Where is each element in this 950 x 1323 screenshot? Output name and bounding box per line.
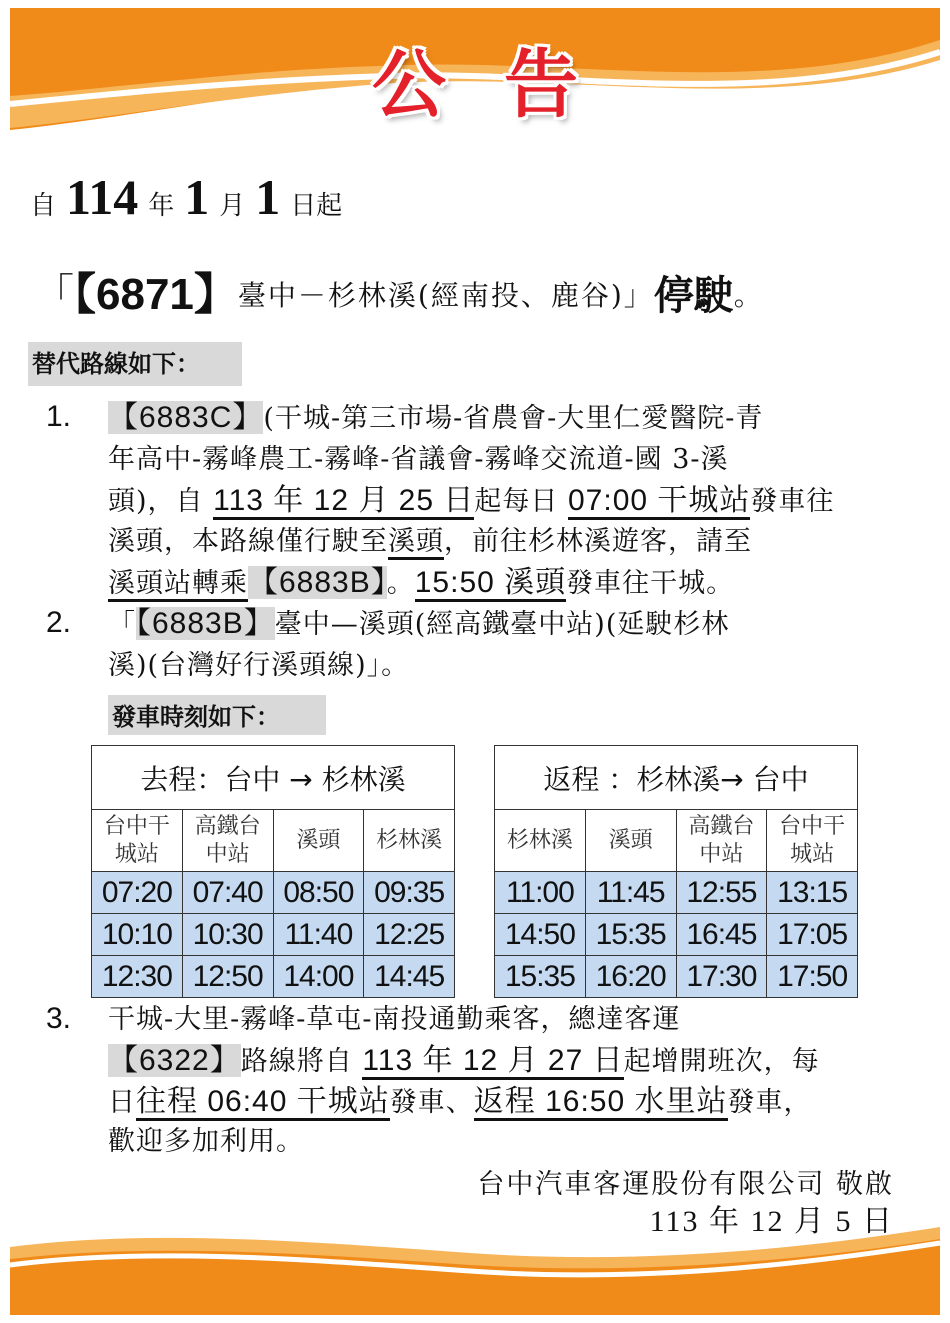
column-header: 溪頭 — [273, 810, 364, 872]
item1-line1 — [108, 398, 763, 438]
time-cell: 16:20 — [585, 956, 676, 998]
item2-line2: 溪)(台灣好行溪頭線)」。 — [108, 650, 410, 681]
item3-text: 日 — [108, 1087, 136, 1118]
item3-text: 路線將自 — [240, 1046, 353, 1077]
time-cell: 13:15 — [767, 872, 858, 914]
effective-year-unit: 年 — [148, 191, 175, 221]
route-code: 【6883C】 — [108, 401, 264, 434]
item3-line2 — [108, 1041, 820, 1081]
suspension-action: 停駛 — [653, 273, 734, 319]
time-cell: 12:25 — [364, 914, 455, 956]
time-cell: 11:45 — [585, 872, 676, 914]
time-cell: 17:30 — [676, 956, 767, 998]
item1-text: ，前往杉林溪遊客，請至 — [444, 526, 752, 557]
time-cell: 09:35 — [364, 872, 455, 914]
item3-text: 起增開班次，每 — [623, 1046, 820, 1077]
column-header: 杉林溪 — [364, 810, 455, 872]
time-cell: 07:20 — [92, 872, 183, 914]
suspended-route: 【6871】 — [74, 270, 238, 319]
item1-line4 — [108, 522, 752, 562]
effective-month: 1 — [184, 169, 210, 225]
bottom-banner — [0, 1225, 950, 1323]
item3-text: 發車， — [727, 1087, 812, 1118]
time-cell: 15:35 — [585, 914, 676, 956]
open-quote: 「 — [34, 271, 74, 317]
time-cell: 11:40 — [273, 914, 364, 956]
item1-text: (干城-第三市場-省農會-大里仁愛醫院-青 — [263, 403, 764, 434]
item1-text: 起每日 — [474, 486, 559, 517]
time-cell: 10:10 — [92, 914, 183, 956]
suspension-line — [34, 258, 762, 322]
outbound-timetable — [91, 745, 455, 998]
time-cell: 12:50 — [182, 956, 273, 998]
item3-text: 發車、 — [389, 1087, 474, 1118]
item1-text: 發車往干城。 — [566, 568, 735, 599]
start-date: 113 年 12 月 27 日 — [362, 1044, 623, 1080]
table-row — [495, 956, 858, 998]
return-departure: 返程 16:50 水里站 — [474, 1085, 728, 1121]
time-cell: 17:50 — [767, 956, 858, 998]
signature-date: 113 年 12 月 5 日 — [649, 1205, 894, 1238]
alternatives-heading: 替代路線如下： — [28, 342, 242, 386]
column-header: 高鐵台 中站 — [676, 810, 767, 872]
effective-prefix: 自 — [30, 191, 57, 221]
time-cell: 07:40 — [182, 872, 273, 914]
start-date: 113 年 12 月 25 日 — [213, 484, 474, 520]
transfer-station: 溪頭站轉乘 — [108, 568, 248, 602]
time-cell: 16:45 — [676, 914, 767, 956]
destination: 溪頭 — [388, 526, 444, 560]
outbound-title: 去程：台中 → 杉林溪 — [92, 746, 455, 810]
time-cell: 14:50 — [495, 914, 586, 956]
item1-text: 頭)，自 — [108, 486, 204, 517]
effective-year: 114 — [66, 169, 139, 225]
item3-line3 — [108, 1082, 812, 1122]
item1-line2: 年高中-霧峰農工-霧峰-省議會-霧峰交流道-國 3-溪 — [108, 444, 729, 475]
table-row — [92, 914, 455, 956]
time-cell: 14:45 — [364, 956, 455, 998]
item2-line1 — [108, 604, 729, 644]
notice-title: 公告 — [372, 42, 636, 128]
time-cell: 14:00 — [273, 956, 364, 998]
signature-company: 台中汽車客運股份有限公司 敬啟 — [477, 1169, 894, 1200]
return-timetable — [494, 745, 858, 998]
time-cell: 11:00 — [495, 872, 586, 914]
effective-day: 1 — [255, 169, 281, 225]
column-header: 高鐵台 中站 — [182, 810, 273, 872]
route-code: 【6883B】 — [136, 607, 275, 640]
item3-line4: 歡迎多加利用。 — [108, 1126, 304, 1157]
route-code: 【6883B】 — [248, 566, 387, 599]
return-time: 15:50 溪頭 — [415, 566, 566, 602]
effective-suffix: 日起 — [290, 191, 343, 221]
item1-line5 — [108, 563, 734, 603]
item3-line1: 干城-大里-霧峰-草屯-南投通勤乘客，總達客運 — [108, 1004, 681, 1035]
item2-text: 臺中—溪頭(經高鐵臺中站)(延駛杉林 — [274, 609, 730, 640]
column-header: 杉林溪 — [495, 810, 586, 872]
item-number: 2. — [46, 606, 72, 639]
time-cell: 12:30 — [92, 956, 183, 998]
item1-text: 發車往 — [750, 486, 835, 517]
item2-text: 「 — [108, 609, 136, 640]
suspended-route-name: 臺中－杉林溪(經南投、鹿谷)」 — [237, 279, 654, 312]
time-cell: 10:30 — [182, 914, 273, 956]
departure-time: 07:00 干城站 — [568, 484, 750, 520]
item1-line3 — [108, 481, 834, 521]
time-cell: 08:50 — [273, 872, 364, 914]
route-code: 【6322】 — [108, 1044, 241, 1077]
effective-date — [30, 168, 342, 226]
table-row — [92, 956, 455, 998]
table-row — [495, 872, 858, 914]
column-header: 台中干 城站 — [92, 810, 183, 872]
return-title: 返程 ：杉林溪→ 台中 — [495, 746, 858, 810]
timetable-heading: 發車時刻如下： — [108, 695, 326, 735]
time-cell: 15:35 — [495, 956, 586, 998]
outbound-departure: 往程 06:40 干城站 — [136, 1085, 390, 1121]
column-header: 台中干 城站 — [767, 810, 858, 872]
table-row — [495, 914, 858, 956]
effective-month-unit: 月 — [219, 191, 246, 221]
time-cell: 17:05 — [767, 914, 858, 956]
item-number: 3. — [46, 1002, 72, 1035]
time-cell: 12:55 — [676, 872, 767, 914]
item1-text: 。 — [386, 568, 415, 599]
column-header: 溪頭 — [585, 810, 676, 872]
suspension-end: 。 — [733, 279, 762, 312]
table-row — [92, 872, 455, 914]
item1-text: 溪頭，本路線僅行駛至 — [108, 526, 388, 557]
item-number: 1. — [46, 400, 72, 433]
